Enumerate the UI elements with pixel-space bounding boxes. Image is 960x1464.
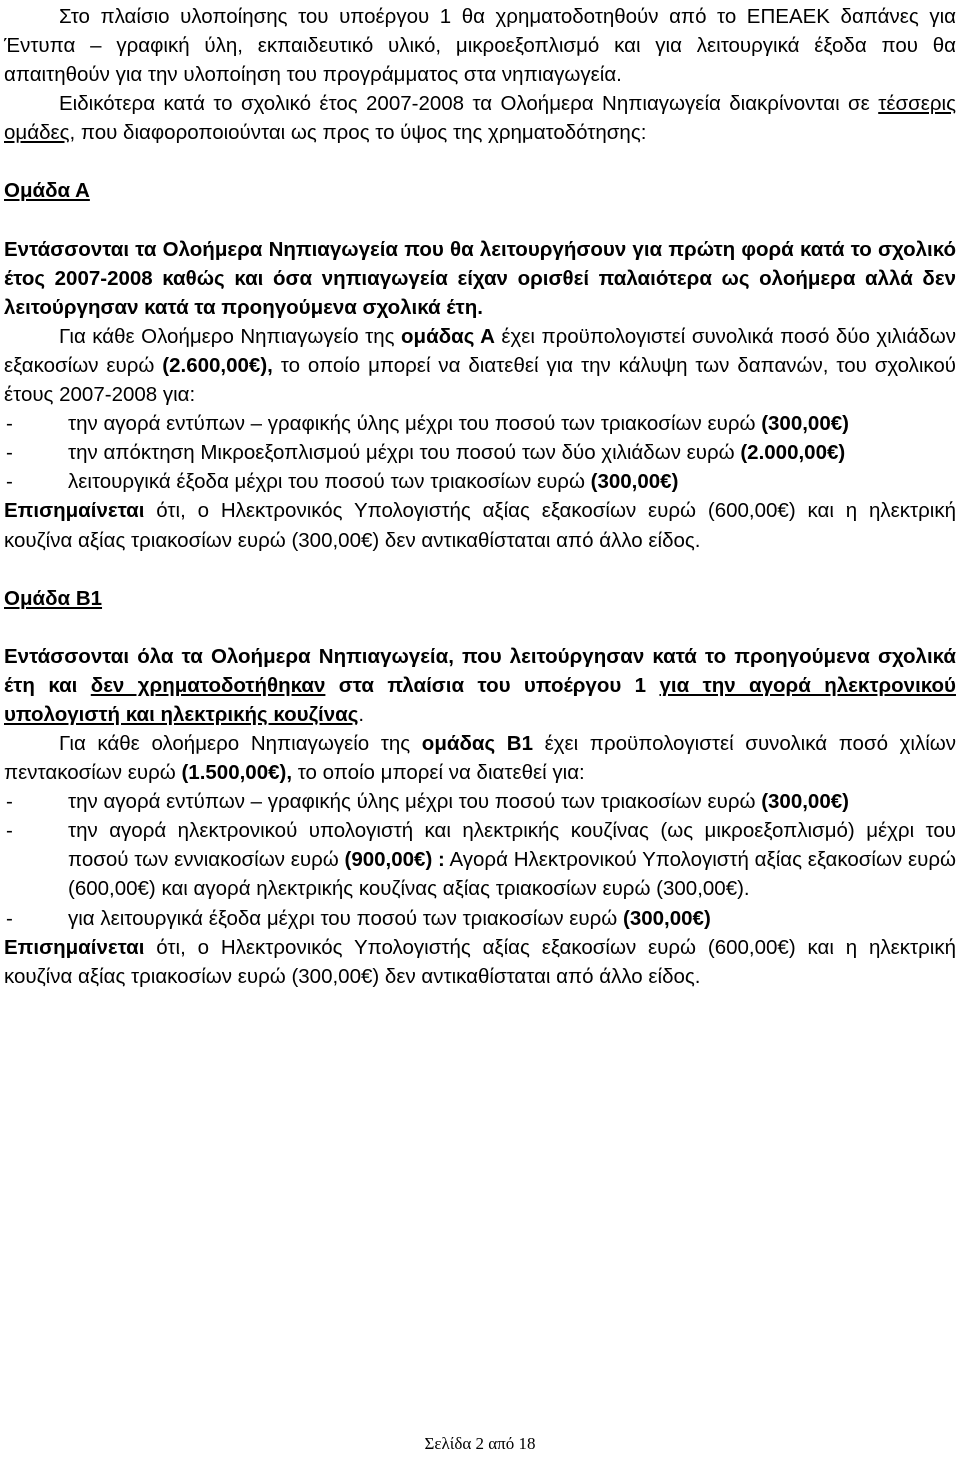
group-a-funding-text: Για κάθε Ολοήμερο Νηπιαγωγείο της (59, 324, 402, 348)
group-a-funding (4, 322, 956, 409)
note-label: Επισημαίνεται (4, 499, 145, 523)
page-number: Σελίδα 2 από 18 (424, 1434, 536, 1453)
group-a-description (4, 235, 956, 322)
group-a-funding-text-3: το οποίο μπορεί να διατεθεί για την κάλυψη των δαπανών, του σχολικού έτους 2007-2008 για: (4, 353, 957, 407)
group-a-description-text: Εντάσσονται τα Ολοήμερα Νηπιαγωγεία που θα λειτουργήσουν για πρώτη φορά κατά το σχολικό έτος 2007-2008 καθώς και όσα νηπιαγωγεία είχαν ορισθεί παλαιότερα ως ολοήμερα αλλά δεν λειτούργησαν κατά τα προηγούμενα σχολικά έτη. (4, 237, 956, 319)
group-b1-label: ομάδας Β1 (421, 731, 533, 755)
note-text: ότι, ο Ηλεκτρονικός Υπολογιστής αξίας εξακοσίων ευρώ (600,00€) και η ηλεκτρική κουζίνα αξίας τριακοσίων ευρώ (300,00€) δεν αντικαθίσταται από άλλο είδος. (4, 935, 956, 988)
group-b1-description: Εντάσσονται όλα τα Ολοήμερα Νηπιαγωγεία, που λειτούργησαν κατά το προηγούμενα σχολικά έτη και δεν χρηματοδοτήθηκαν στα πλαίσια του υποέργου 1 για την αγορά ηλεκτρονικού υπολογιστή και ηλεκτρικής κουζίνας. (4, 644, 956, 726)
list-item: - την αγορά ηλεκτρονικού υπολογιστή και ηλεκτρικής κουζίνας (ως μικροεξοπλισμό) μέχρι του ποσού των εννιακοσίων ευρώ (900,00€) : Αγορά Ηλεκτρονικού Υπολογιστή αξίας εξακοσίων ευρώ (600,00€) και αγορά ηλεκτρικής κουζίνας αξίας τριακοσίων ευρώ (300,00€). (4, 816, 956, 903)
group-a-note (4, 496, 956, 554)
group-a-expense-list (4, 409, 956, 496)
amount: (2.000,00€) (740, 441, 846, 465)
note-label: Επισημαίνεται (4, 935, 145, 959)
amount: (300,00€) (761, 790, 849, 814)
amount: (300,00€) (590, 470, 679, 494)
groups-intro-paragraph (4, 89, 956, 147)
group-a-heading: Ομάδα Α (4, 179, 90, 203)
list-item: - λειτουργικά έξοδα μέχρι του ποσού των τριακοσίων ευρώ (300,00€) (4, 467, 956, 496)
list-item: - την αγορά εντύπων – γραφικής ύλης μέχρι του ποσού των τριακοσίων ευρώ (300,00€) (4, 409, 956, 438)
intro-text: Στο πλαίσιο υλοποίησης του υποέργου 1 θα χρηματοδοτηθούν από το ΕΠΕΑΕΚ δαπάνες για Έντυπα – γραφική ύλη, εκπαιδευτικό υλικό, μικροεξοπλισμό και για λειτουργικά έξοδα που θα απαιτηθούν για την υλοποίηση του προγράμματος στα νηπιαγωγεία. (4, 5, 956, 87)
note-text: ότι, ο Ηλεκτρονικός Υπολογιστής αξίας εξακοσίων ευρώ (600,00€) και η ηλεκτρική κουζίνα αξίας τριακοσίων ευρώ (300,00€) δεν αντικαθίσταται από άλλο είδος. (4, 499, 956, 552)
group-a-funding-text-2: έχει προϋπολογιστεί συνολικά ποσό δύο χιλιάδων εξακοσίων ευρώ (4, 324, 956, 377)
list-item: - την αγορά εντύπων – γραφικής ύλης μέχρι του ποσού των τριακοσίων ευρώ (300,00€) (4, 787, 956, 816)
group-a-label: ομάδας Α (401, 324, 495, 348)
group-b1-funding: Για κάθε ολοήμερο Νηπιαγωγείο της ομάδας Β1 έχει προϋπολογιστεί συνολικά ποσό χιλίων πεντακοσίων ευρώ (1.500,00€), το οποίο μπορεί να διατεθεί για: (4, 731, 956, 785)
group-b1-heading: Ομάδα Β1 (4, 586, 103, 610)
computer-kitchen-underlined: για την αγορά ηλεκτρονικού υπολογιστή και ηλεκτρικής κουζίνας (4, 673, 956, 726)
not-funded-underlined: δεν χρηματοδοτήθηκαν (90, 673, 326, 697)
four-groups-underlined: τέσσερις ομάδες (4, 92, 956, 145)
amount: (300,00€) (623, 906, 711, 930)
intro-paragraph (4, 2, 956, 89)
list-item: - για λειτουργικά έξοδα μέχρι του ποσού των τριακοσίων ευρώ (300,00€) (4, 904, 956, 933)
list-item: - την απόκτηση Μικροεξοπλισμού μέχρι του ποσού των δύο χιλιάδων ευρώ (2.000,00€) (4, 438, 956, 467)
group-b1-note (4, 933, 956, 991)
amount: (900,00€) : (344, 848, 445, 872)
groups-intro-end: , που διαφοροποιούνται ως προς το ύψος της χρηματοδότησης: (69, 121, 647, 145)
groups-intro-text: Ειδικότερα κατά το σχολικό έτος 2007-2008 τα Ολοήμερα Νηπιαγωγεία διακρίνονται σε (59, 92, 879, 116)
amount: (300,00€) (761, 412, 849, 436)
group-a-total-amount: (2.600,00€), (162, 353, 273, 377)
group-b1-expense-list (4, 787, 956, 932)
group-b1-total-amount: (1.500,00€), (181, 761, 293, 785)
